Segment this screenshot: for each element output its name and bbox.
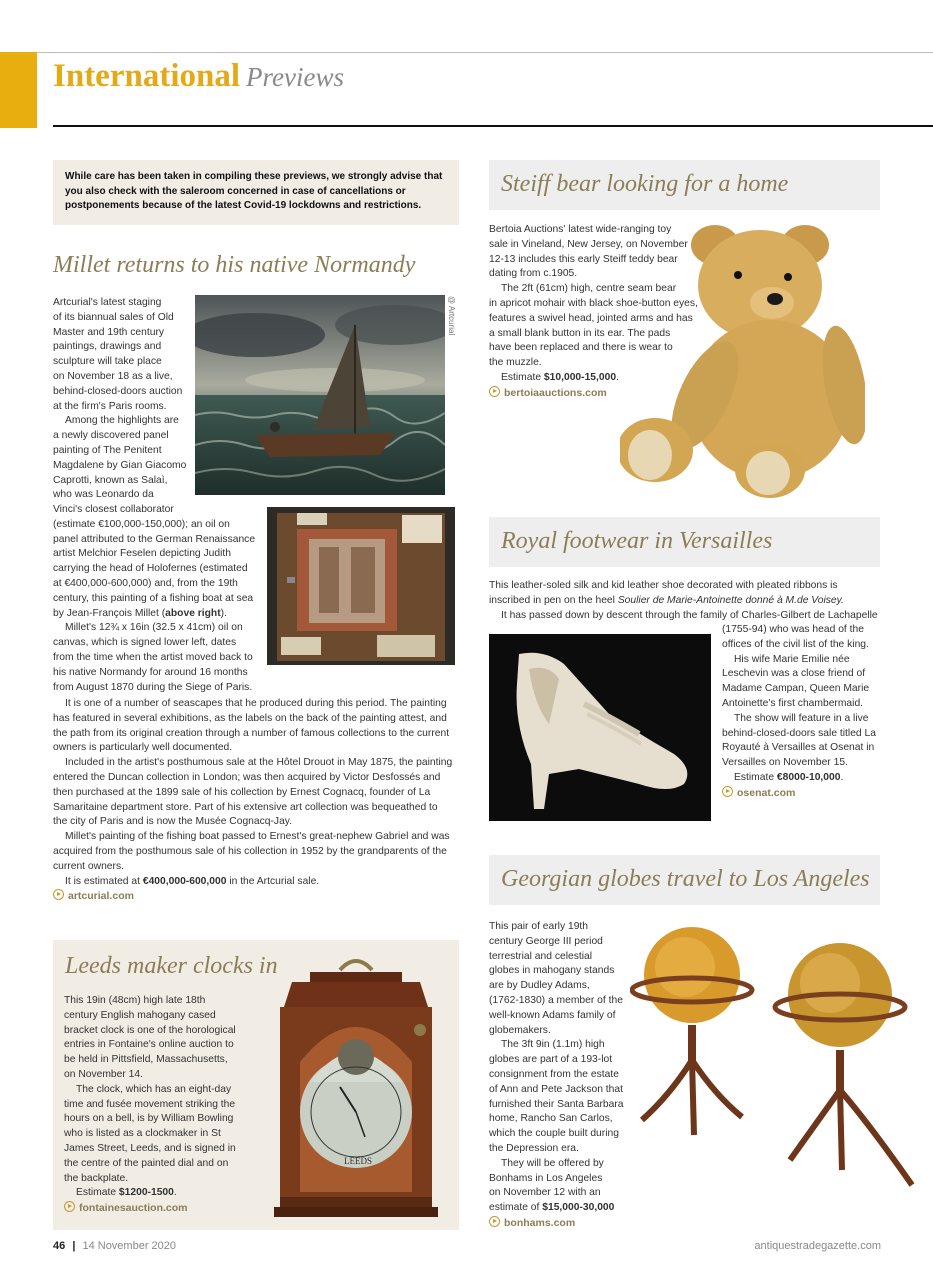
millet-p1-line: on November 18 as a live, (53, 370, 173, 382)
text-run: in the Artcurial sale. (226, 875, 320, 887)
steiff-p1-line: dating from c.1905. (489, 268, 578, 280)
top-rule (37, 52, 933, 53)
millet-para-1 (53, 296, 193, 503)
globes-link[interactable] (489, 1216, 639, 1232)
millet-p2-line: (estimate €100,000-150,000); an oil on (53, 518, 230, 530)
leeds-p2-line: The clock, which has an eight-day (76, 1083, 232, 1095)
shoe-title-band (489, 517, 880, 567)
millet-p2-line: painting of The Penitent (53, 444, 162, 456)
link-text[interactable]: bonhams.com (504, 1216, 576, 1229)
text-run: Estimate (734, 771, 777, 783)
millet-p5: Included in the artist's posthumous sale at the Hôtel Drouot in May 1875, the painting entered the Duncan collection in London; was then acquired by Victor Desfossés and then purchased at the 1899 sale of his collection by Ernest Cognacq, founder of La Samaritaine department store. Part of his extensive art collection was bequeathed to the city of Paris and is now the Musée Cognacq-Jay. (53, 757, 453, 828)
globes-p1-line: well-known Adams family of (489, 1009, 616, 1021)
page-number: 46 (53, 1240, 66, 1252)
millet-p2-line: carrying the head of Holofernes (estimated (53, 563, 248, 575)
leeds-estimate (64, 1186, 269, 1201)
page-header (53, 58, 344, 95)
section-tab (0, 52, 37, 128)
globes-p3-line: Bonhams in Los Angeles (489, 1172, 603, 1184)
leeds-p1-line: on November 14. (64, 1068, 143, 1080)
leeds-p1-line: This 19in (48cm) high late 18th (64, 995, 206, 1006)
millet-p1-line: sculpture will take place (53, 356, 162, 368)
steiff-title: Steiff bear looking for a home (501, 171, 789, 197)
millet-painting-image (195, 295, 445, 495)
leeds-p2-line: time and fusée movement striking the (64, 1098, 236, 1110)
footer-separator: | (72, 1240, 76, 1252)
shoe-p2-first: It has passed down by descent through the family of Charles-Gilbert de Lachapelle (501, 609, 878, 621)
millet-p2-line: century, this painting of a fishing boat at sea (53, 592, 254, 604)
millet-p2-line: panel attributed to the German Renaissance (53, 533, 256, 545)
shoe-p3-line: His wife Marie Emilie née (734, 653, 850, 665)
globes-p2-line: consignment from the estate (489, 1068, 619, 1080)
millet-para-rest (53, 697, 453, 905)
leeds-p2-line: James Street, Leeds, and is signed in (64, 1142, 236, 1154)
millet-p2-line: Caprotti, known as Salaì, (53, 474, 168, 486)
text-run: . (616, 371, 619, 383)
shoe-title: Royal footwear in Versailles (501, 528, 773, 554)
globes-p2-line: of Ann and Pete Jackson that (489, 1083, 623, 1095)
shoe-p3-line: Madame Campan, Queen Marie (722, 683, 870, 695)
globes-p3-line: They will be offered by (501, 1157, 604, 1169)
leeds-p2-line: the centre of the painted dial and on (64, 1157, 229, 1169)
text-run: . (173, 1187, 177, 1199)
steiff-p1-line: sale in Vineland, New Jersey, on November (489, 238, 688, 250)
shoe-link[interactable] (722, 786, 887, 802)
globes-image (630, 925, 925, 1190)
bold-run: above right (165, 607, 221, 619)
text-run: It is estimated at (65, 875, 143, 887)
steiff-p1-line: Bertoia Auctions' latest wide-ranging toy (489, 224, 672, 235)
millet-p3-line: from August 1870 during the Siege of Paris. (53, 681, 253, 693)
leeds-p1-line: bracket clock is one of the horological (64, 1024, 236, 1036)
text-run: estimate of (489, 1202, 543, 1214)
steiff-p2-line: The 2ft (61cm) high, centre seam bear (501, 283, 677, 295)
globes-title-band (489, 855, 880, 905)
millet-p2-last (53, 607, 268, 622)
shoe-image (489, 634, 711, 821)
steiff-p2-line: a small blank button in its ear. The pads (489, 327, 671, 339)
text-run: Estimate (501, 371, 544, 383)
steiff-p1-line: 12-13 includes this early Steiff teddy bear (489, 253, 678, 265)
shoe-p4-line: Royauté à Versailles at Osenat in (722, 742, 875, 754)
globes-body (489, 920, 639, 1232)
covid-notice: While care has been taken in compiling these previews, we strongly advise that you also check with the saleroom concerned in case of cancellations or postponements because of the latest Covid-19 lockdowns and restrictions. (53, 160, 459, 225)
steiff-p2-line: in apricot mohair with black shoe-button eyes, (489, 297, 698, 309)
shoe-p4-line: Versailles on November 15. (722, 757, 848, 769)
millet-p3-line: his native Normandy for around 16 months (53, 666, 248, 678)
shoe-p1 (489, 579, 881, 609)
millet-p3-line: canvas, which is signed lower left, dates (53, 637, 237, 649)
play-arrow-icon (64, 1201, 75, 1212)
shoe-p4-line: behind-closed-doors sale titled La (722, 727, 876, 739)
globes-p1-line: globes in mahogany stands (489, 965, 615, 977)
link-text[interactable]: artcurial.com (68, 890, 134, 903)
globes-p2-line: which the couple built during (489, 1128, 619, 1140)
globes-p1-line: globemakers. (489, 1024, 551, 1036)
play-arrow-icon (489, 386, 500, 397)
millet-p3-line: from the time when the artist moved back to (53, 651, 253, 663)
bold-run: €400,000-600,000 (142, 875, 227, 887)
millet-p4: It is one of a number of seascapes that he produced during this period. The painting has featured in several exhibitions, as the labels on the back of the painting attest, and the path from its original creation through a number of famous collections to the current owners is particularly well documented. (53, 698, 450, 754)
millet-para-2b (53, 503, 268, 695)
millet-p1-line: paintings, drawings and (53, 341, 162, 353)
globes-p1-line: terrestrial and celestial (489, 950, 593, 962)
globes-p1-line: (1762-1830) a member of the (489, 994, 623, 1006)
shoe-estimate (722, 771, 887, 786)
millet-p1-line: of its biannual sales of Old (53, 311, 174, 323)
globes-p2-line: The 3ft 9in (1.1m) high (501, 1039, 605, 1051)
globes-p1-line: This pair of early 19th (489, 921, 589, 932)
steiff-p2-line: features a swivel head, jointed arms and has (489, 312, 693, 324)
steiff-link[interactable] (489, 386, 704, 402)
globes-p2-line: furnished their Santa Barbara (489, 1098, 624, 1110)
shoe-p2-line: offices of the civil list of the king. (722, 638, 869, 650)
header-title: International (53, 58, 241, 94)
play-arrow-icon (722, 786, 733, 797)
shoe-p4-line: The show will feature in a live (734, 712, 869, 724)
issue-date: 14 November 2020 (82, 1240, 177, 1252)
millet-p2-line: at €400,000-600,000) and, from the 19th (53, 577, 238, 589)
italic-run: Soulier de Marie-Antoinette donné à M.de Voisey. (617, 594, 844, 606)
millet-p2-line: Magdalene by Gian Giacomo (53, 459, 187, 471)
millet-p1-line: Master and 19th century (53, 326, 165, 338)
millet-p1-line: behind-closed-doors auction (53, 385, 183, 397)
millet-p2-line: who was Leonardo da (53, 489, 154, 501)
site-url: antiquestradegazette.com (754, 1240, 881, 1252)
link-text[interactable]: fontainesauction.com (79, 1202, 188, 1215)
leeds-p1-line: entries in Fontaine's online auction to (64, 1039, 234, 1051)
play-arrow-icon (53, 889, 64, 900)
bracket-clock-image (270, 952, 442, 1220)
header-subtitle: Previews (246, 62, 344, 92)
steiff-p2-line: the muzzle. (489, 357, 542, 369)
leeds-p1-line: century English mahogany cased (64, 1009, 216, 1021)
globes-p2-line: the Depression era. (489, 1142, 579, 1154)
steiff-p2-line: have been replaced and there is wear to (489, 342, 673, 354)
millet-p1-line: at the firm's Paris rooms. (53, 400, 167, 412)
leeds-p2-line: the backplate. (64, 1172, 129, 1184)
millet-p1-line: Artcurial's latest staging (53, 297, 162, 308)
shoe-p2-line: (1755-94) who was head of the (722, 624, 864, 635)
leeds-link[interactable] (64, 1201, 269, 1217)
shoe-intro (489, 579, 881, 623)
globes-p2-line: home, Rancho San Carlos, (489, 1113, 613, 1125)
millet-p2-line: artist Melchior Feselen depicting Judith (53, 548, 231, 560)
globes-title: Georgian globes travel to Los Angeles (501, 866, 870, 892)
link-text[interactable]: osenat.com (737, 786, 796, 799)
bold-run: $15,000-30,000 (542, 1202, 615, 1214)
shoe-p3-line: Leschevin was a close friend of (722, 668, 866, 680)
text-run: ). (220, 607, 227, 619)
globes-p1-line: century George III period (489, 935, 603, 947)
bold-run: $1200-1500 (118, 1187, 174, 1199)
text-run: This leather-soled silk and kid leather shoe decorated with pleated ribbons is inscribed in pen on the heel (489, 580, 838, 606)
bold-run: $10,000-15,000 (543, 371, 617, 383)
text-run: Estimate (76, 1187, 119, 1199)
leeds-title: Leeds maker clocks in (65, 953, 278, 979)
millet-p2-line: Vinci's closest collaborator (53, 504, 174, 515)
globes-p3-line: on November 12 with an (489, 1187, 601, 1199)
leeds-p2-line: who is listed as a clockmaker in St (64, 1128, 221, 1140)
millet-link[interactable] (53, 889, 453, 905)
millet-p6: Millet's painting of the fishing boat passed to Ernest's great-nephew Gabriel and was acquired from the posthumous sale of his collection in 1952 by the grandparents of the current owners. (53, 831, 450, 872)
header-rule (53, 125, 933, 127)
leeds-body (64, 994, 269, 1217)
painting-back-image (267, 507, 455, 665)
millet-title: Millet returns to his native Normandy (53, 252, 416, 278)
page-footer-left (53, 1240, 176, 1252)
globes-p1-line: are by Dudley Adams, (489, 980, 590, 992)
leeds-p2-line: hours on a bell, is by William Bowling (64, 1113, 234, 1125)
millet-p2-line: Among the highlights are (65, 415, 179, 427)
play-arrow-icon (489, 1216, 500, 1227)
globes-p2-line: globes are part of a 193-lot (489, 1054, 613, 1066)
link-text[interactable]: bertoiaauctions.com (504, 386, 607, 399)
globes-estimate (489, 1201, 639, 1216)
leeds-p1-line: be held in Pittsfield, Massachusetts, (64, 1054, 228, 1066)
text-run: . (840, 771, 844, 783)
shoe-body (722, 623, 887, 802)
bold-run: €8000-10,000 (776, 771, 841, 783)
millet-p2-line: a newly discovered panel (53, 430, 169, 442)
steiff-body (489, 223, 704, 402)
steiff-estimate (489, 371, 704, 386)
photo-credit: @ Artcurial (447, 296, 456, 336)
text-run: by Jean-François Millet ( (53, 607, 166, 619)
clock-dial-text: LEEDS (344, 1156, 372, 1166)
steiff-title-band (489, 160, 880, 210)
millet-estimate (53, 875, 453, 890)
millet-p3-line: Millet's 12¾ x 16in (32.5 x 41cm) oil on (65, 622, 243, 634)
shoe-p3-line: Antoinette's first chambermaid. (722, 697, 864, 709)
